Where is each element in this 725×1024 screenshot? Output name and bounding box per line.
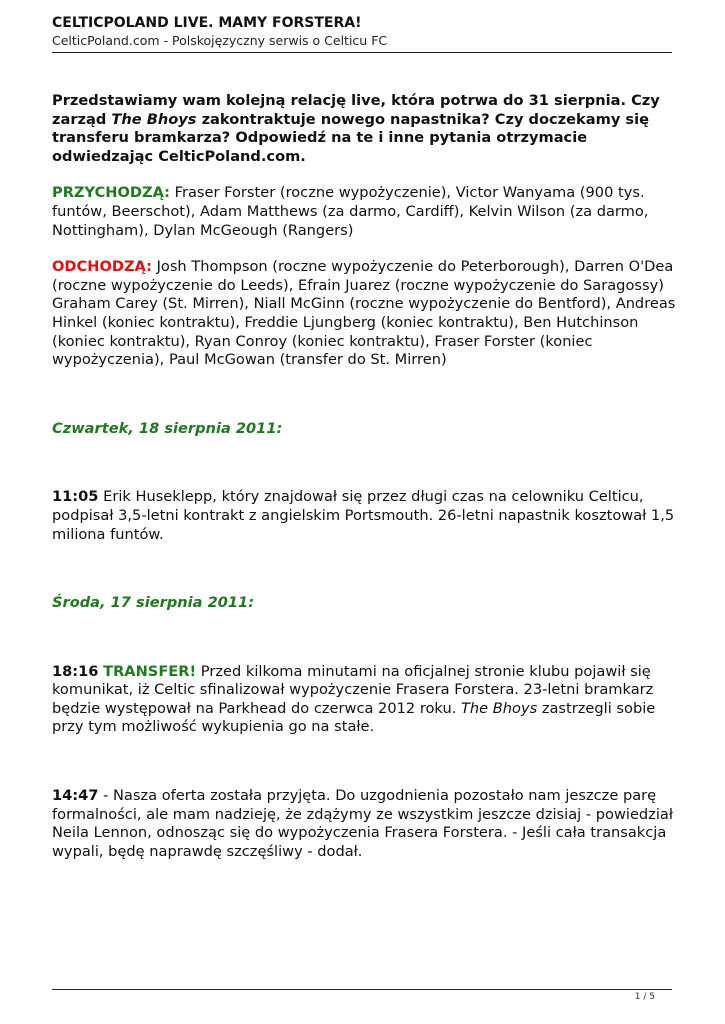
entry-text: - Nasza oferta została przyjęta. Do uzgodnienia pozostało nam jeszcze parę formalności, ale mam nadzieję, że zdążymy ze wszystkim jeszcze dzisiaj - powiedział Neila Lennon, odnosząc się do wypożyczenia Frasera Forstera. - Jeśli cała transakcja wypali, będę naprawdę szczęśliwy - dodał. — [52, 787, 673, 860]
outgoing-paragraph — [52, 258, 677, 370]
footer-divider — [52, 989, 672, 990]
date-heading: Środa, 17 sierpnia 2011: — [52, 594, 255, 612]
incoming-text: Fraser Forster (roczne wypożyczenie), Victor Wanyama (900 tys. funtów, Beerschot), Adam Matthews (za darmo, Cardiff), Kelvin Wilson (za darmo, Nottingham), Dylan McGeough (Rangers) — [52, 184, 649, 239]
entry-text-1: Przed kilkoma minutami na oficjalnej stronie klubu pojawił się komunikat, iż Celtic sfinalizował wypożyczenie Frasera Forstera. 23-letni bramkarz będzie występował na Parkhead do czerwca 2012 roku. — [52, 662, 654, 717]
article-body — [52, 92, 677, 861]
page-number: 1 / 5 — [634, 992, 655, 1002]
outgoing-label: ODCHODZĄ: — [52, 258, 152, 276]
entry-time: 11:05 — [52, 488, 99, 506]
header-divider — [52, 52, 672, 53]
entry-time: 14:47 — [52, 787, 99, 805]
entry-text: Erik Huseklepp, który znajdował się przez długi czas na celowniku Celticu, podpisał 3,5-letni kontrakt z angielskim Portsmouth. 26-letni napastnik kosztował 1,5 miliona funtów. — [52, 488, 675, 543]
transfer-tag: TRANSFER! — [103, 662, 197, 680]
live-entry — [52, 787, 677, 861]
incoming-paragraph — [52, 184, 677, 240]
entry-text-2: zastrzegli sobie przy tym możliwość wykupienia go na stałe. — [52, 699, 656, 736]
intro-paragraph — [52, 92, 677, 166]
date-heading: Czwartek, 18 sierpnia 2011: — [52, 419, 283, 437]
live-entry — [52, 663, 677, 737]
site-subtitle: CelticPoland.com - Polskojęzyczny serwis o Celticu FC — [52, 33, 388, 48]
intro-text-1: Przedstawiamy wam kolejną relację live, która potrwa do 31 sierpnia. Czy zarząd — [52, 92, 660, 128]
entry-emphasis: The Bhoys — [460, 699, 538, 717]
outgoing-text: Josh Thompson (roczne wypożyczenie do Peterborough), Darren O'Dea (roczne wypożyczenie do Leeds), Efrain Juarez (roczne wypożyczenie do Saragossy) Graham Carey (St. Mirren), Niall McGinn (roczne wypożyczenie do Bentford), Andreas Hinkel (koniec kontraktu), Freddie Ljungberg (koniec kontraktu), Ben Hutchinson (koniec kontraktu), Ryan Conroy (koniec kontraktu), Fraser Forster (koniec wypożyczenia), Paul McGowan (transfer do St. Mirren) — [52, 258, 676, 369]
incoming-label: PRZYCHODZĄ: — [52, 184, 170, 202]
intro-emphasis: The Bhoys — [111, 110, 197, 128]
page-header — [52, 14, 672, 49]
entry-time: 18:16 — [52, 662, 99, 680]
intro-text-2: zakontraktuje nowego napastnika? Czy doczekamy się transferu bramkarza? Odpowiedź na te i inne pytania otrzymacie odwiedzając CelticPoland.com. — [52, 110, 649, 165]
site-title: CELTICPOLAND LIVE. MAMY FORSTERA! — [52, 15, 362, 31]
live-entry — [52, 488, 677, 544]
